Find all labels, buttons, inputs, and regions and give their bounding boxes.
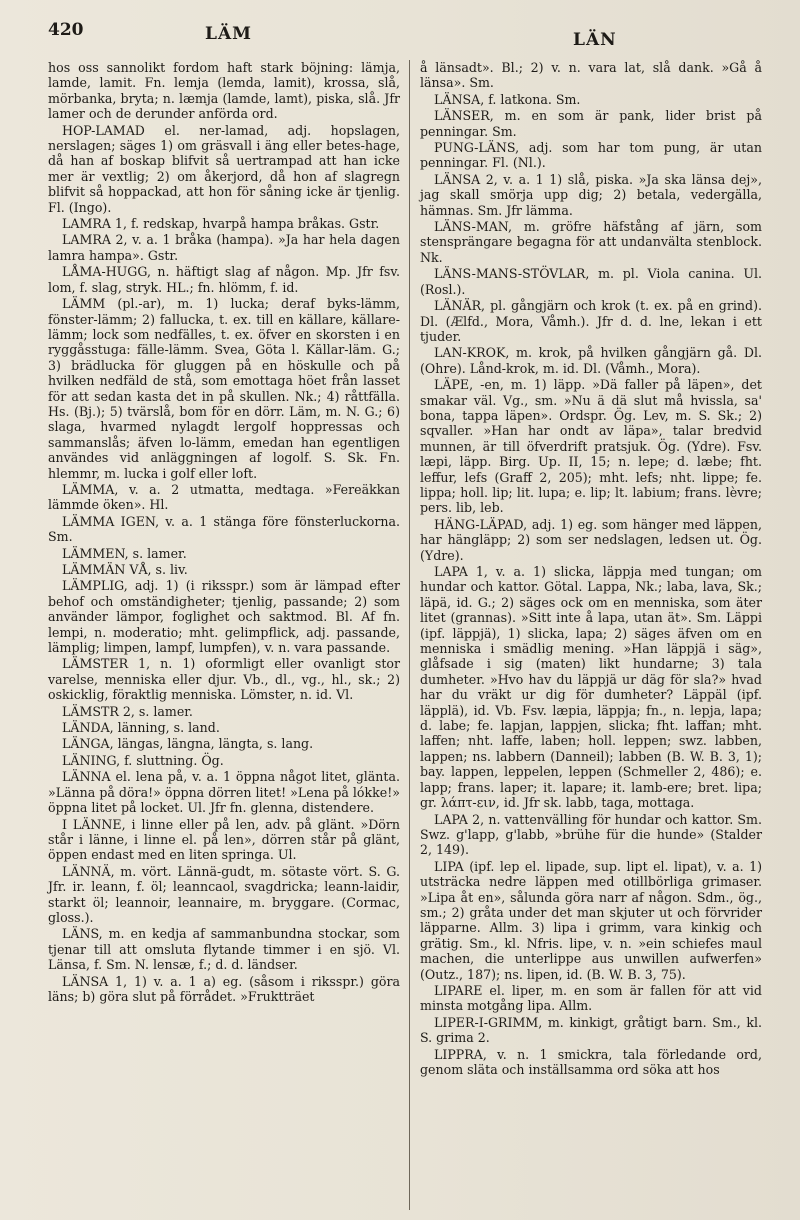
dictionary-entry: LAMRA 1, f. redskap, hvarpå hampa bråkas. Gstr. [62,216,380,232]
dictionary-entry: LÄNSA 1, 1) v. a. 1 a) eg. (såsom i riksspr.) göra läns; b) göra slut på förrådet. »Fruktträet [48,973,400,1004]
column-divider [409,60,410,1210]
dictionary-entry: I LÄNNE, i linne eller på len, adv. på glänt. »Dörn står i länne, i linne el. på len», dörren står på glänt, öppen endast med en liten springa. Ul. [48,816,400,863]
dictionary-entry: LÄMMÄN VÅ, s. liv. [62,562,188,577]
dictionary-entry: LAPA 1, v. a. 1) slicka, läppja med tungan; om hundar och kattor. Götal. Lappa, Nk.; laba, lava, Sk.; läpä, id. G.; 2) säges ock om en menniska, som äter litet (grannas). »Sitt inte å lapa, utan ät». Sm. Läppi (ipf. läppjä), 1) slicka, lapa; 2) säges äfven om en menniska i smädlig mening. »Han läppjä i säg», glåfsade i sig (maten) likt hundarne; 3) tala dumheter. »Hvo hav du läppjä ur däg för sla?» hvad har du vräkt ur dig för dumheter? Läppäl (ipf. läpplä), id. Vb. Fsv. læpia, läppja; fn., n. lepja, lapa; d. labe; fe. lapjan, lappjen, slicka; fht. laffan; mht. laffen; nht. laffe, laben; holl. leppen; swz. labben, lappen; ns. labbern (Danneil); labben (B. W. B. 3, 1); bay. lappen, leppelen, leppen (Schmeller 2, 486); e. lapp; frans. laper; it. lapare; it. lamb-ere; bret. lipa; gr. λάπτ-ειν, id. Jfr sk. labb, taga, mottaga. [420,564,762,811]
right-column [420,60,762,1078]
dictionary-entry: LÄNS-MANS-STÖVLAR, m. pl. Viola canina. Ul. (Rosl.). [420,266,762,297]
dictionary-entry: HÄNG-LÄPAD, adj. 1) eg. som hänger med läppen, har hängläpp; 2) som ser nedslagen, ledsen ut. Ög. (Ydre). [420,516,762,563]
dictionary-entry: hos oss sannolikt fordom haft stark böjning: lämja, lamde, lamit. Fn. lemja (lemda, lamit), krossa, slå, mörbanka, bryta; n. læmja (lamde, lamt), piska, slå. Jfr lamer och de derunder anförda ord. [48,60,400,122]
dictionary-entry: LÄNSA, f. latkona. Sm. [434,91,581,107]
dictionary-entry: LÄNSA 2, v. a. 1 1) slå, piska. »Ja ska länsa dej», jag skall smörja upp dig; 2) betala, vedergälla, hämnas. Sm. Jfr lämma. [420,171,762,218]
dictionary-entry: LÄMM (pl.-ar), m. 1) lucka; deraf byks-lämm, fönster-lämm; 2) fallucka, t. ex. till en källare, källare-lämm; lock som nedfälles, t. ex. öfver en skorsten i en ryggåsstuga: fälle-lämm. Svea, Göta l. Källar-läm. G.; 3) brädlucka för gluggen på en höskulle och på hvilken nedfäld de stå, som emottaga höet från lasset för att sedan kasta det in på skullen. Nk.; 4) råttfälla. Hs. (Bj.); 5) tvärslå, bom för en dörr. Läm, m. N. G.; 6) slaga, hvarmed nylagdt lergolf hoppressas och sammanslås; äfven lo-lämm, emedan han egentligen användes vid anläggningen af logolf. S. Sk. Fn. hlemmr, m. lucka i golf eller loft. [48,296,400,481]
left-column [48,60,400,1005]
dictionary-entry: LÄMMEN, s. lamer. [62,545,187,561]
dictionary-entry: LÄNING, f. sluttning. Ög. [62,752,224,768]
dictionary-entry: LÄNSER, m. en som är pank, lider brist på penningar. Sm. [420,108,762,139]
dictionary-entry: LÄMSTR 2, s. lamer. [62,703,193,719]
dictionary-entry: PUNG-LÄNS, adj. som har tom pung, är utan penningar. Fl. (Nl.). [420,140,762,171]
running-head-right: LÄN [573,30,617,50]
dictionary-entry: LÄMMA IGEN, v. a. 1 stänga före fönsterluckorna. Sm. [48,513,400,545]
dictionary-entry: LIPA (ipf. lep el. lipade, sup. lipt el. lipat), v. a. 1) utsträcka nedre läppen med otillbörliga grimaser. »Lipa åt en», sålunda göra narr af någon. Sdm., ög., sm.; 2) gråta under det man skjuter ut och förvrider läpparne. Allm. 3) lipa i grimm, vara kinkig och grätig. Sm., kl. Nfris. lipe, v. n. »ein schiefes maul machen, die unterlippe aus unwillen aufwerfen» (Outz., 187); ns. lipen, id. (B. W. B. 3, 75). [420,858,762,982]
dictionary-entry: LÄNNÄ, m. vört. Lännä-gudt, m. sötaste vört. S. G. Jfr. ir. leann, f. öl; leanncaol, svagdricka; leann-laidir, starkt öl; leannoir, leannaire, m. bryggare. (Cormac, gloss.). [48,863,400,925]
dictionary-entry: LAN-KROK, m. krok, på hvilken gångjärn gå. Dl. (Ohre). Lånd-krok, m. id. Dl. (Våmh., Mora). [420,345,762,376]
dictionary-entry: LÄMMA, v. a. 2 utmatta, medtaga. »Fereäkkan lämmde öken». Hl. [48,481,400,513]
dictionary-entry: LIPER-I-GRIMM, m. kinkigt, gråtigt barn. Sm., kl. S. grima 2. [420,1014,762,1046]
dictionary-entry: LAMRA 2, v. a. 1 bråka (hampa). »Ja har hela dagen lamra hampa». Gstr. [48,232,400,263]
dictionary-entry: LÄNS-MAN, m. gröfre häfstång af järn, som stensprängare begagna för att undanvälta stenblock. Nk. [420,219,762,265]
dictionary-entry: LÅMA-HUGG, n. häftigt slag af någon. Mp. Jfr fsv. lom, f. slag, stryk. HL.; fn. hlömm, f. id. [48,264,400,295]
dictionary-entry: LIPARE el. liper, m. en som är fallen för att vid minsta motgång lipa. Allm. [420,982,762,1014]
dictionary-entry: LÄNGA, längas, längna, längta, s. lang. [62,736,314,752]
dictionary-entry: LIPPRA, v. n. 1 smickra, tala förledande ord, genom släta och inställsamma ord söka att hos [420,1046,762,1077]
dictionary-entry: LÄNDA, länning, s. land. [62,720,220,736]
page-number: 420 [48,20,84,40]
dictionary-entry: LÄMPLIG, adj. 1) (i riksspr.) som är lämpad efter behof och omständigheter; tjenlig, passande; 2) som använder lämpor, foglighet och saktmod. Bl. Af fn. lempi, n. moderatio; mht. gelimpflick, adj. passande, lämplig; limpen, lampf, lumpfen), v. n. vara passande. [48,578,400,656]
dictionary-entry: LÄNÄR, pl. gångjärn och krok (t. ex. på en grind). Dl. (Ælfd., Mora, Våmh.). Jfr d. d. lne, lekan i ett tjuder. [420,298,762,344]
dictionary-entry: LÄNS, m. en kedja af sammanbundna stockar, som tjenar till att omsluta flytande timmer i en sjö. Vl. Länsa, f. Sm. N. lensæ, f.; d. d. ländser. [48,926,400,973]
dictionary-entry: å länsadt». Bl.; 2) v. n. vara lat, slå dank. »Gå å länsa». Sm. [420,60,762,91]
dictionary-entry: LÄPE, -en, m. 1) läpp. »Dä faller på läpen», det smakar väl. Vg., sm. »Nu ä dä slut må hvissla, sa' bona, tappa läpen». Ordspr. Ög. Lev, m. S. Sk.; 2) sqvaller. »Han har ondt av läpa», talar bredvid munnen, är till öfverdrift pratsjuk. Ög. (Ydre). Fsv. læpi, läpp. Birg. Up. II, 15; n. lepe; d. læbe; fht. leffur, lefs (Graff 2, 205); mht. lefs; nht. lippe; fe. lippa; holl. lip; lit. lupa; e. lip; lt. labium; frans. lèvre; pers. lib, leb. [420,377,762,516]
dictionary-entry: LAPA 2, n. vattenvälling för hundar och kattor. Sm. Swz. g'lapp, g'labb, »brühe für die hunde» (Stalder 2, 149). [420,811,762,858]
dictionary-entry: HOP-LAMAD el. ner-lamad, adj. hopslagen, nerslagen; säges 1) om gräsvall i äng eller betes-hage, då han af boskap blifvit så uertrampad att han icke mer är vextlig; 2) om åkerjord, då hon af slagregn blifvit så hoppackad, att hon för såning icke är tjenlig. Fl. (Ingo). [48,122,400,215]
running-head-left: LÄM [205,24,252,44]
dictionary-entry: LÄNNA el. lena på, v. a. 1 öppna något litet, glänta. »Länna på döra!» öppna dörren litet! »Lena på lókke!» öppna litet på locket. Ul. Jfr fn. glenna, distendere. [48,769,400,816]
dictionary-entry: LÄMSTER 1, n. 1) oformligt eller ovanligt stor varelse, menniska eller djur. Vb., dl., vg., hl., sk.; 2) oskicklig, föraktlig menniska. Lömster, n. id. Vl. [48,656,400,703]
